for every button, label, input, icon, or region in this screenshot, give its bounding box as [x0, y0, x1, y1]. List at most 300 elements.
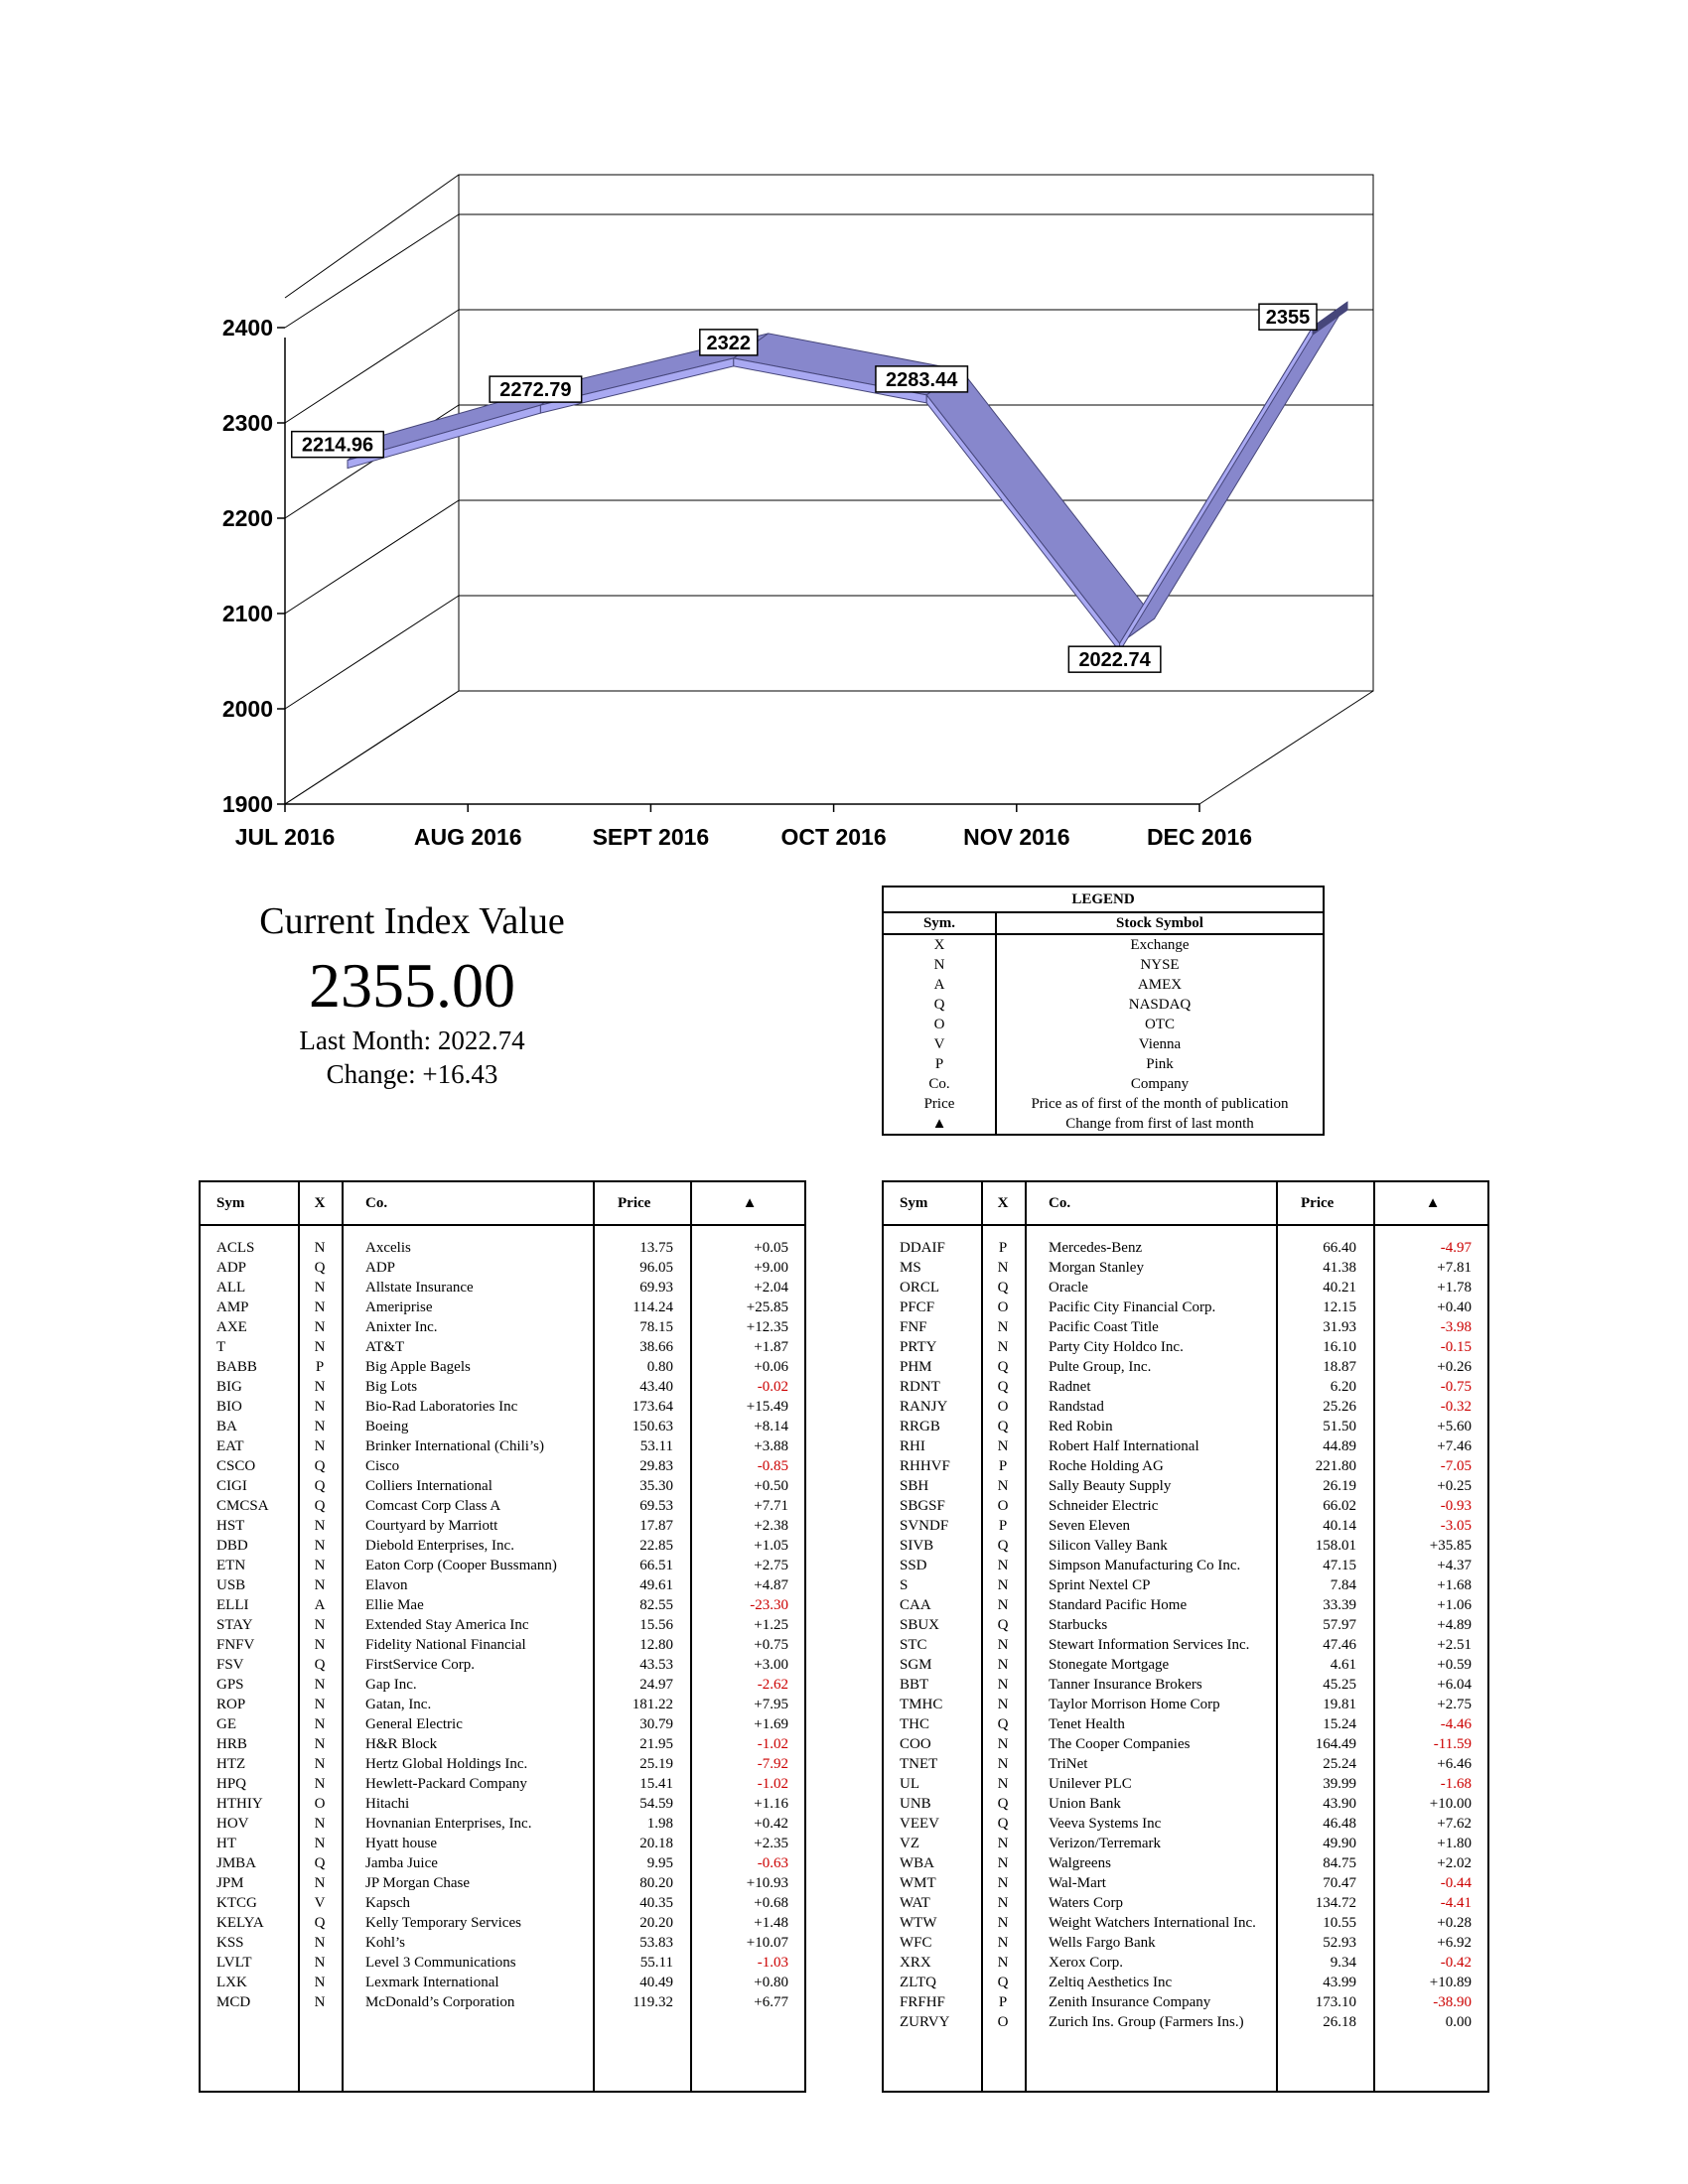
- cell-change: +10.07: [746, 1935, 788, 1951]
- cell-company: Bio-Rad Laboratories Inc: [365, 1399, 518, 1415]
- cell-change: +1.48: [754, 1915, 788, 1931]
- cell-exchange: Q: [314, 1498, 326, 1514]
- cell-change: -0.75: [1440, 1379, 1472, 1395]
- cell-company: ADP: [365, 1260, 396, 1276]
- cell-change: +2.38: [754, 1518, 788, 1534]
- table-row: [201, 1476, 804, 1496]
- cell-sym: KELYA: [216, 1915, 264, 1931]
- cell-exchange: O: [997, 2014, 1009, 2030]
- cell-exchange: N: [997, 1319, 1009, 1335]
- cell-change: +10.89: [1429, 1975, 1472, 1990]
- table-row: [201, 1655, 804, 1675]
- cell-change: +0.80: [754, 1975, 788, 1990]
- table-row: [201, 1258, 804, 1278]
- x-tick-label: NOV 2016: [963, 824, 1070, 850]
- cell-exchange: N: [997, 1637, 1009, 1653]
- table-row: [884, 1635, 1487, 1655]
- cell-change: -0.15: [1440, 1339, 1472, 1355]
- cell-change: -3.98: [1440, 1319, 1472, 1335]
- table-row: [884, 1695, 1487, 1714]
- cell-change: +12.35: [746, 1319, 788, 1335]
- cell-change: +6.46: [1437, 1756, 1472, 1772]
- table-row: [201, 1834, 804, 1853]
- cell-sym: RRGB: [900, 1419, 940, 1434]
- cell-sym: BA: [216, 1419, 237, 1434]
- cell-change: +1.69: [754, 1716, 788, 1732]
- cell-sym: HRB: [216, 1736, 247, 1752]
- cell-exchange: N: [997, 1875, 1009, 1891]
- cell-sym: UNB: [900, 1796, 931, 1812]
- table-row: [884, 1516, 1487, 1536]
- cell-company: AT&T: [365, 1339, 405, 1355]
- table-row: [884, 1675, 1487, 1695]
- back-wall: [459, 175, 1373, 691]
- left-wall-top-edge: [285, 175, 459, 298]
- data-label: 2283.44: [886, 368, 958, 391]
- cell-sym: BIG: [216, 1379, 242, 1395]
- cell-company: Elavon: [365, 1577, 408, 1593]
- cell-change: +3.00: [754, 1657, 788, 1673]
- cell-exchange: N: [997, 1438, 1009, 1454]
- cell-exchange: N: [997, 1597, 1009, 1613]
- header-divider: [884, 1224, 1487, 1226]
- cell-company: Morgan Stanley: [1049, 1260, 1144, 1276]
- cell-exchange: N: [997, 1260, 1009, 1276]
- cell-company: General Electric: [365, 1716, 463, 1732]
- legend-desc: NYSE: [1140, 957, 1180, 973]
- cell-price: 25.19: [639, 1756, 673, 1772]
- cell-exchange: N: [314, 1419, 326, 1434]
- legend-desc: Vienna: [1138, 1036, 1182, 1052]
- cell-change: -1.02: [757, 1776, 788, 1792]
- header-change: ▲: [742, 1195, 758, 1211]
- legend-row: [884, 995, 1323, 1015]
- cell-price: 49.61: [639, 1577, 673, 1593]
- table-row: [884, 1278, 1487, 1297]
- cell-sym: GPS: [216, 1677, 244, 1693]
- cell-change: +1.06: [1437, 1597, 1472, 1613]
- cell-change: -0.32: [1440, 1399, 1472, 1415]
- cell-sym: WFC: [900, 1935, 932, 1951]
- cell-change: +4.37: [1437, 1558, 1472, 1573]
- cell-sym: AMP: [216, 1299, 249, 1315]
- cell-change: -0.42: [1440, 1955, 1472, 1971]
- index-value: 2355.00: [309, 950, 515, 1021]
- cell-change: +0.42: [754, 1816, 788, 1832]
- cell-exchange: Q: [997, 1716, 1009, 1732]
- cell-sym: CAA: [900, 1597, 931, 1613]
- cell-price: 20.20: [639, 1915, 673, 1931]
- cell-price: 12.15: [1323, 1299, 1356, 1315]
- cell-exchange: N: [314, 1935, 326, 1951]
- cell-company: Wells Fargo Bank: [1049, 1935, 1156, 1951]
- cell-company: The Cooper Companies: [1049, 1736, 1191, 1752]
- cell-sym: STAY: [216, 1617, 253, 1633]
- cell-exchange: Q: [314, 1855, 326, 1871]
- cell-price: 6.20: [1330, 1379, 1356, 1395]
- index-chart: [0, 0, 1688, 874]
- legend-header-desc: Stock Symbol: [1116, 915, 1203, 931]
- cell-price: 134.72: [1315, 1895, 1356, 1911]
- cell-exchange: O: [997, 1399, 1009, 1415]
- stock-table-left: [199, 1180, 806, 2093]
- data-label: 2272.79: [499, 379, 572, 402]
- cell-exchange: P: [315, 1359, 325, 1375]
- table-row: [201, 1397, 804, 1417]
- cell-company: Seven Eleven: [1049, 1518, 1131, 1534]
- cell-sym: HOV: [216, 1816, 249, 1832]
- table-row: [884, 1536, 1487, 1556]
- cell-company: Diebold Enterprises, Inc.: [365, 1538, 514, 1554]
- cell-change: +2.35: [754, 1836, 788, 1851]
- legend-row: [884, 1094, 1323, 1114]
- cell-sym: THC: [900, 1716, 929, 1732]
- cell-price: 70.47: [1323, 1875, 1356, 1891]
- cell-change: +2.75: [1437, 1697, 1472, 1712]
- cell-price: 173.64: [632, 1399, 673, 1415]
- table-row: [884, 1595, 1487, 1615]
- cell-sym: PRTY: [900, 1339, 937, 1355]
- cell-sym: AXE: [216, 1319, 247, 1335]
- cell-sym: USB: [216, 1577, 246, 1593]
- cell-sym: KSS: [216, 1935, 244, 1951]
- cell-exchange: N: [314, 1756, 326, 1772]
- cell-company: Silicon Valley Bank: [1049, 1538, 1168, 1554]
- cell-company: Gap Inc.: [365, 1677, 417, 1693]
- cell-exchange: P: [998, 1994, 1008, 2010]
- table-row: [884, 1734, 1487, 1754]
- cell-exchange: Q: [997, 1975, 1009, 1990]
- cell-price: 40.21: [1323, 1280, 1356, 1296]
- cell-change: +1.68: [1437, 1577, 1472, 1593]
- cell-exchange: Q: [997, 1796, 1009, 1812]
- table-row: [201, 1893, 804, 1913]
- cell-company: Verizon/Terremark: [1049, 1836, 1162, 1851]
- cell-exchange: N: [314, 1558, 326, 1573]
- table-row: [884, 1973, 1487, 1992]
- cell-sym: WAT: [900, 1895, 930, 1911]
- cell-price: 82.55: [639, 1597, 673, 1613]
- cell-change: +2.04: [754, 1280, 788, 1296]
- table-row: [884, 1814, 1487, 1834]
- cell-exchange: N: [997, 1558, 1009, 1573]
- legend-desc: Exchange: [1130, 937, 1190, 953]
- cell-change: -23.30: [750, 1597, 788, 1613]
- cell-sym: HTHIY: [216, 1796, 263, 1812]
- cell-exchange: Q: [997, 1359, 1009, 1375]
- cell-exchange: P: [998, 1458, 1008, 1474]
- chart-ribbon: [348, 302, 1347, 651]
- cell-exchange: Q: [997, 1280, 1009, 1296]
- cell-company: Sprint Nextel CP: [1049, 1577, 1151, 1593]
- chart-frame: [285, 175, 1373, 804]
- cell-price: 150.63: [632, 1419, 673, 1434]
- legend-sym: V: [884, 1034, 997, 1054]
- cell-company: Radnet: [1049, 1379, 1091, 1395]
- cell-change: +0.05: [754, 1240, 788, 1256]
- cell-change: +6.92: [1437, 1935, 1472, 1951]
- cell-exchange: N: [997, 1776, 1009, 1792]
- cell-sym: FRFHF: [900, 1994, 945, 2010]
- cell-exchange: N: [314, 1319, 326, 1335]
- cell-change: +2.75: [754, 1558, 788, 1573]
- cell-price: 43.99: [1323, 1975, 1356, 1990]
- cell-sym: HST: [216, 1518, 245, 1534]
- cell-sym: WMT: [900, 1875, 936, 1891]
- cell-change: +0.68: [754, 1895, 788, 1911]
- table-row: [884, 1754, 1487, 1774]
- cell-price: 21.95: [639, 1736, 673, 1752]
- table-row: [884, 1258, 1487, 1278]
- cell-exchange: V: [314, 1895, 326, 1911]
- cell-exchange: N: [997, 1339, 1009, 1355]
- cell-exchange: Q: [314, 1657, 326, 1673]
- table-row: [884, 1417, 1487, 1436]
- cell-company: Kapsch: [365, 1895, 410, 1911]
- table-row: [201, 1615, 804, 1635]
- x-tick-label: AUG 2016: [413, 824, 522, 850]
- cell-price: 43.90: [1323, 1796, 1356, 1812]
- cell-change: -11.59: [1433, 1736, 1472, 1752]
- cell-company: Gatan, Inc.: [365, 1697, 432, 1712]
- cell-change: +7.46: [1437, 1438, 1472, 1454]
- cell-change: +6.04: [1437, 1677, 1472, 1693]
- cell-sym: ETN: [216, 1558, 246, 1573]
- table-row: [884, 1436, 1487, 1456]
- table-row: [201, 1496, 804, 1516]
- cell-sym: VEEV: [900, 1816, 939, 1832]
- cell-company: Starbucks: [1049, 1617, 1108, 1633]
- cell-exchange: N: [314, 1836, 326, 1851]
- cell-sym: RHHVF: [900, 1458, 950, 1474]
- table-body: [884, 1238, 1487, 2032]
- cell-company: Randstad: [1049, 1399, 1104, 1415]
- cell-sym: LVLT: [216, 1955, 252, 1971]
- header-sym: Sym: [900, 1195, 928, 1211]
- y-tick-label: 2000: [221, 696, 273, 722]
- gridline-left: [285, 691, 459, 804]
- cell-exchange: N: [314, 1875, 326, 1891]
- cell-sym: COO: [900, 1736, 931, 1752]
- table-row: [201, 1853, 804, 1873]
- cell-company: Hewlett-Packard Company: [365, 1776, 527, 1792]
- cell-price: 15.56: [639, 1617, 673, 1633]
- cell-company: H&R Block: [365, 1736, 438, 1752]
- cell-price: 55.11: [639, 1955, 673, 1971]
- cell-exchange: A: [314, 1597, 326, 1613]
- cell-price: 80.20: [639, 1875, 673, 1891]
- cell-company: Stonegate Mortgage: [1049, 1657, 1170, 1673]
- gridline-left: [285, 214, 459, 328]
- table-row: [201, 1575, 804, 1595]
- cell-company: Big Apple Bagels: [365, 1359, 471, 1375]
- cell-sym: ORCL: [900, 1280, 940, 1296]
- cell-price: 119.32: [633, 1994, 673, 2010]
- cell-exchange: N: [997, 1736, 1009, 1752]
- header-x: X: [314, 1195, 326, 1211]
- cell-change: -38.90: [1433, 1994, 1472, 2010]
- cell-sym: SBGSF: [900, 1498, 945, 1514]
- cell-exchange: N: [997, 1756, 1009, 1772]
- cell-price: 66.02: [1323, 1498, 1356, 1514]
- gridline-left: [285, 596, 459, 709]
- x-tick-label: DEC 2016: [1146, 824, 1253, 850]
- table-row: [201, 1714, 804, 1734]
- current-index-box: [204, 898, 621, 1091]
- cell-sym: RANJY: [900, 1399, 948, 1415]
- cell-company: Weight Watchers International Inc.: [1049, 1915, 1256, 1931]
- cell-price: 47.15: [1323, 1558, 1356, 1573]
- cell-company: Union Bank: [1049, 1796, 1121, 1812]
- cell-company: Fidelity National Financial: [365, 1637, 526, 1653]
- legend-row: [884, 1054, 1323, 1074]
- y-tick-label: 2100: [221, 601, 273, 626]
- cell-sym: BIO: [216, 1399, 242, 1415]
- cell-change: +9.00: [754, 1260, 788, 1276]
- cell-change: +1.16: [754, 1796, 788, 1812]
- cell-sym: WBA: [900, 1855, 934, 1871]
- table-row: [201, 1595, 804, 1615]
- cell-company: Hyatt house: [365, 1836, 438, 1851]
- header-price: Price: [618, 1195, 651, 1211]
- cell-price: 22.85: [639, 1538, 673, 1554]
- cell-change: +35.85: [1429, 1538, 1472, 1554]
- cell-price: 158.01: [1315, 1538, 1356, 1554]
- legend-sym: P: [884, 1054, 997, 1074]
- cell-change: -3.05: [1440, 1518, 1472, 1534]
- table-row: [884, 1456, 1487, 1476]
- table-row: [201, 1516, 804, 1536]
- cell-sym: VZ: [900, 1836, 919, 1851]
- cell-company: Party City Holdco Inc.: [1049, 1339, 1184, 1355]
- cell-company: Eaton Corp (Cooper Bussmann): [365, 1558, 557, 1573]
- cell-change: -4.41: [1440, 1895, 1472, 1911]
- cell-change: -1.03: [757, 1955, 788, 1971]
- cell-company: McDonald’s Corporation: [365, 1994, 515, 2010]
- legend-sym: ▲: [884, 1114, 997, 1134]
- cell-change: +1.87: [754, 1339, 788, 1355]
- cell-company: Hitachi: [365, 1796, 410, 1812]
- cell-price: 84.75: [1323, 1855, 1356, 1871]
- cell-change: +0.40: [1437, 1299, 1472, 1315]
- table-row: [884, 1377, 1487, 1397]
- cell-sym: JPM: [216, 1875, 244, 1891]
- header-price: Price: [1301, 1195, 1335, 1211]
- cell-sym: BBT: [900, 1677, 929, 1693]
- cell-exchange: N: [997, 1935, 1009, 1951]
- data-label: 2322: [706, 332, 752, 354]
- cell-sym: CIGI: [216, 1478, 247, 1494]
- table-row: [201, 1973, 804, 1992]
- cell-sym: T: [216, 1339, 226, 1355]
- cell-exchange: N: [314, 1776, 326, 1792]
- cell-change: -7.05: [1440, 1458, 1472, 1474]
- cell-company: Extended Stay America Inc: [365, 1617, 529, 1633]
- cell-change: +6.77: [754, 1994, 788, 2010]
- cell-exchange: N: [314, 1438, 326, 1454]
- table-row: [884, 1476, 1487, 1496]
- cell-sym: DBD: [216, 1538, 248, 1554]
- table-row: [884, 1397, 1487, 1417]
- cell-sym: ADP: [216, 1260, 247, 1276]
- cell-price: 49.90: [1323, 1836, 1356, 1851]
- cell-company: Big Lots: [365, 1379, 418, 1395]
- cell-exchange: N: [997, 1677, 1009, 1693]
- cell-sym: FNF: [900, 1319, 927, 1335]
- x-axis-ticks: [235, 804, 1252, 850]
- cell-company: Wal-Mart: [1049, 1875, 1106, 1891]
- cell-change: +10.93: [746, 1875, 788, 1891]
- cell-exchange: N: [997, 1836, 1009, 1851]
- cell-sym: JMBA: [216, 1855, 257, 1871]
- legend-row: [884, 1015, 1323, 1034]
- cell-exchange: N: [997, 1955, 1009, 1971]
- cell-sym: RHI: [900, 1438, 925, 1454]
- y-tick-label: 2400: [221, 315, 273, 341]
- cell-price: 40.35: [639, 1895, 673, 1911]
- cell-company: Walgreens: [1049, 1855, 1111, 1871]
- cell-price: 25.26: [1323, 1399, 1356, 1415]
- cell-sym: FNFV: [216, 1637, 255, 1653]
- cell-price: 38.66: [639, 1339, 673, 1355]
- cell-price: 51.50: [1323, 1419, 1356, 1434]
- cell-change: +0.50: [754, 1478, 788, 1494]
- table-row: [201, 1456, 804, 1476]
- cell-sym: HT: [216, 1836, 236, 1851]
- cell-company: Robert Half International: [1049, 1438, 1199, 1454]
- cell-change: +4.89: [1437, 1617, 1472, 1633]
- cell-exchange: Q: [314, 1458, 326, 1474]
- table-row: [201, 1774, 804, 1794]
- cell-company: Allstate Insurance: [365, 1280, 474, 1296]
- cell-company: Simpson Manufacturing Co Inc.: [1049, 1558, 1241, 1573]
- cell-change: +10.00: [1429, 1796, 1472, 1812]
- cell-change: +0.75: [754, 1637, 788, 1653]
- cell-company: Ellie Mae: [365, 1597, 424, 1613]
- cell-sym: SGM: [900, 1657, 932, 1673]
- legend-row: [884, 1074, 1323, 1094]
- cell-exchange: Q: [997, 1538, 1009, 1554]
- table-row: [201, 1357, 804, 1377]
- cell-exchange: N: [314, 1975, 326, 1990]
- table-row: [884, 1655, 1487, 1675]
- cell-company: Schneider Electric: [1049, 1498, 1159, 1514]
- ribbon-front-segment: [1120, 327, 1313, 651]
- cell-exchange: O: [314, 1796, 326, 1812]
- cell-price: 96.05: [639, 1260, 673, 1276]
- cell-exchange: N: [314, 1577, 326, 1593]
- cell-sym: SBH: [900, 1478, 929, 1494]
- cell-price: 45.25: [1323, 1677, 1356, 1693]
- legend-rows: [884, 935, 1323, 1134]
- legend-sym: O: [884, 1015, 997, 1034]
- legend-sym: N: [884, 955, 997, 975]
- cell-sym: S: [900, 1577, 909, 1593]
- legend-desc: Pink: [1146, 1056, 1174, 1072]
- legend-sym: Q: [884, 995, 997, 1015]
- cell-company: Sally Beauty Supply: [1049, 1478, 1172, 1494]
- cell-price: 164.49: [1315, 1736, 1356, 1752]
- cell-exchange: P: [998, 1240, 1008, 1256]
- cell-exchange: O: [997, 1498, 1009, 1514]
- cell-change: +7.81: [1437, 1260, 1472, 1276]
- legend-header: [884, 913, 1323, 935]
- cell-sym: CMCSA: [216, 1498, 269, 1514]
- floor-right-edge: [1199, 691, 1373, 804]
- cell-price: 57.97: [1323, 1617, 1356, 1633]
- cell-change: 0.00: [1445, 2014, 1472, 2030]
- cell-sym: ELLI: [216, 1597, 249, 1613]
